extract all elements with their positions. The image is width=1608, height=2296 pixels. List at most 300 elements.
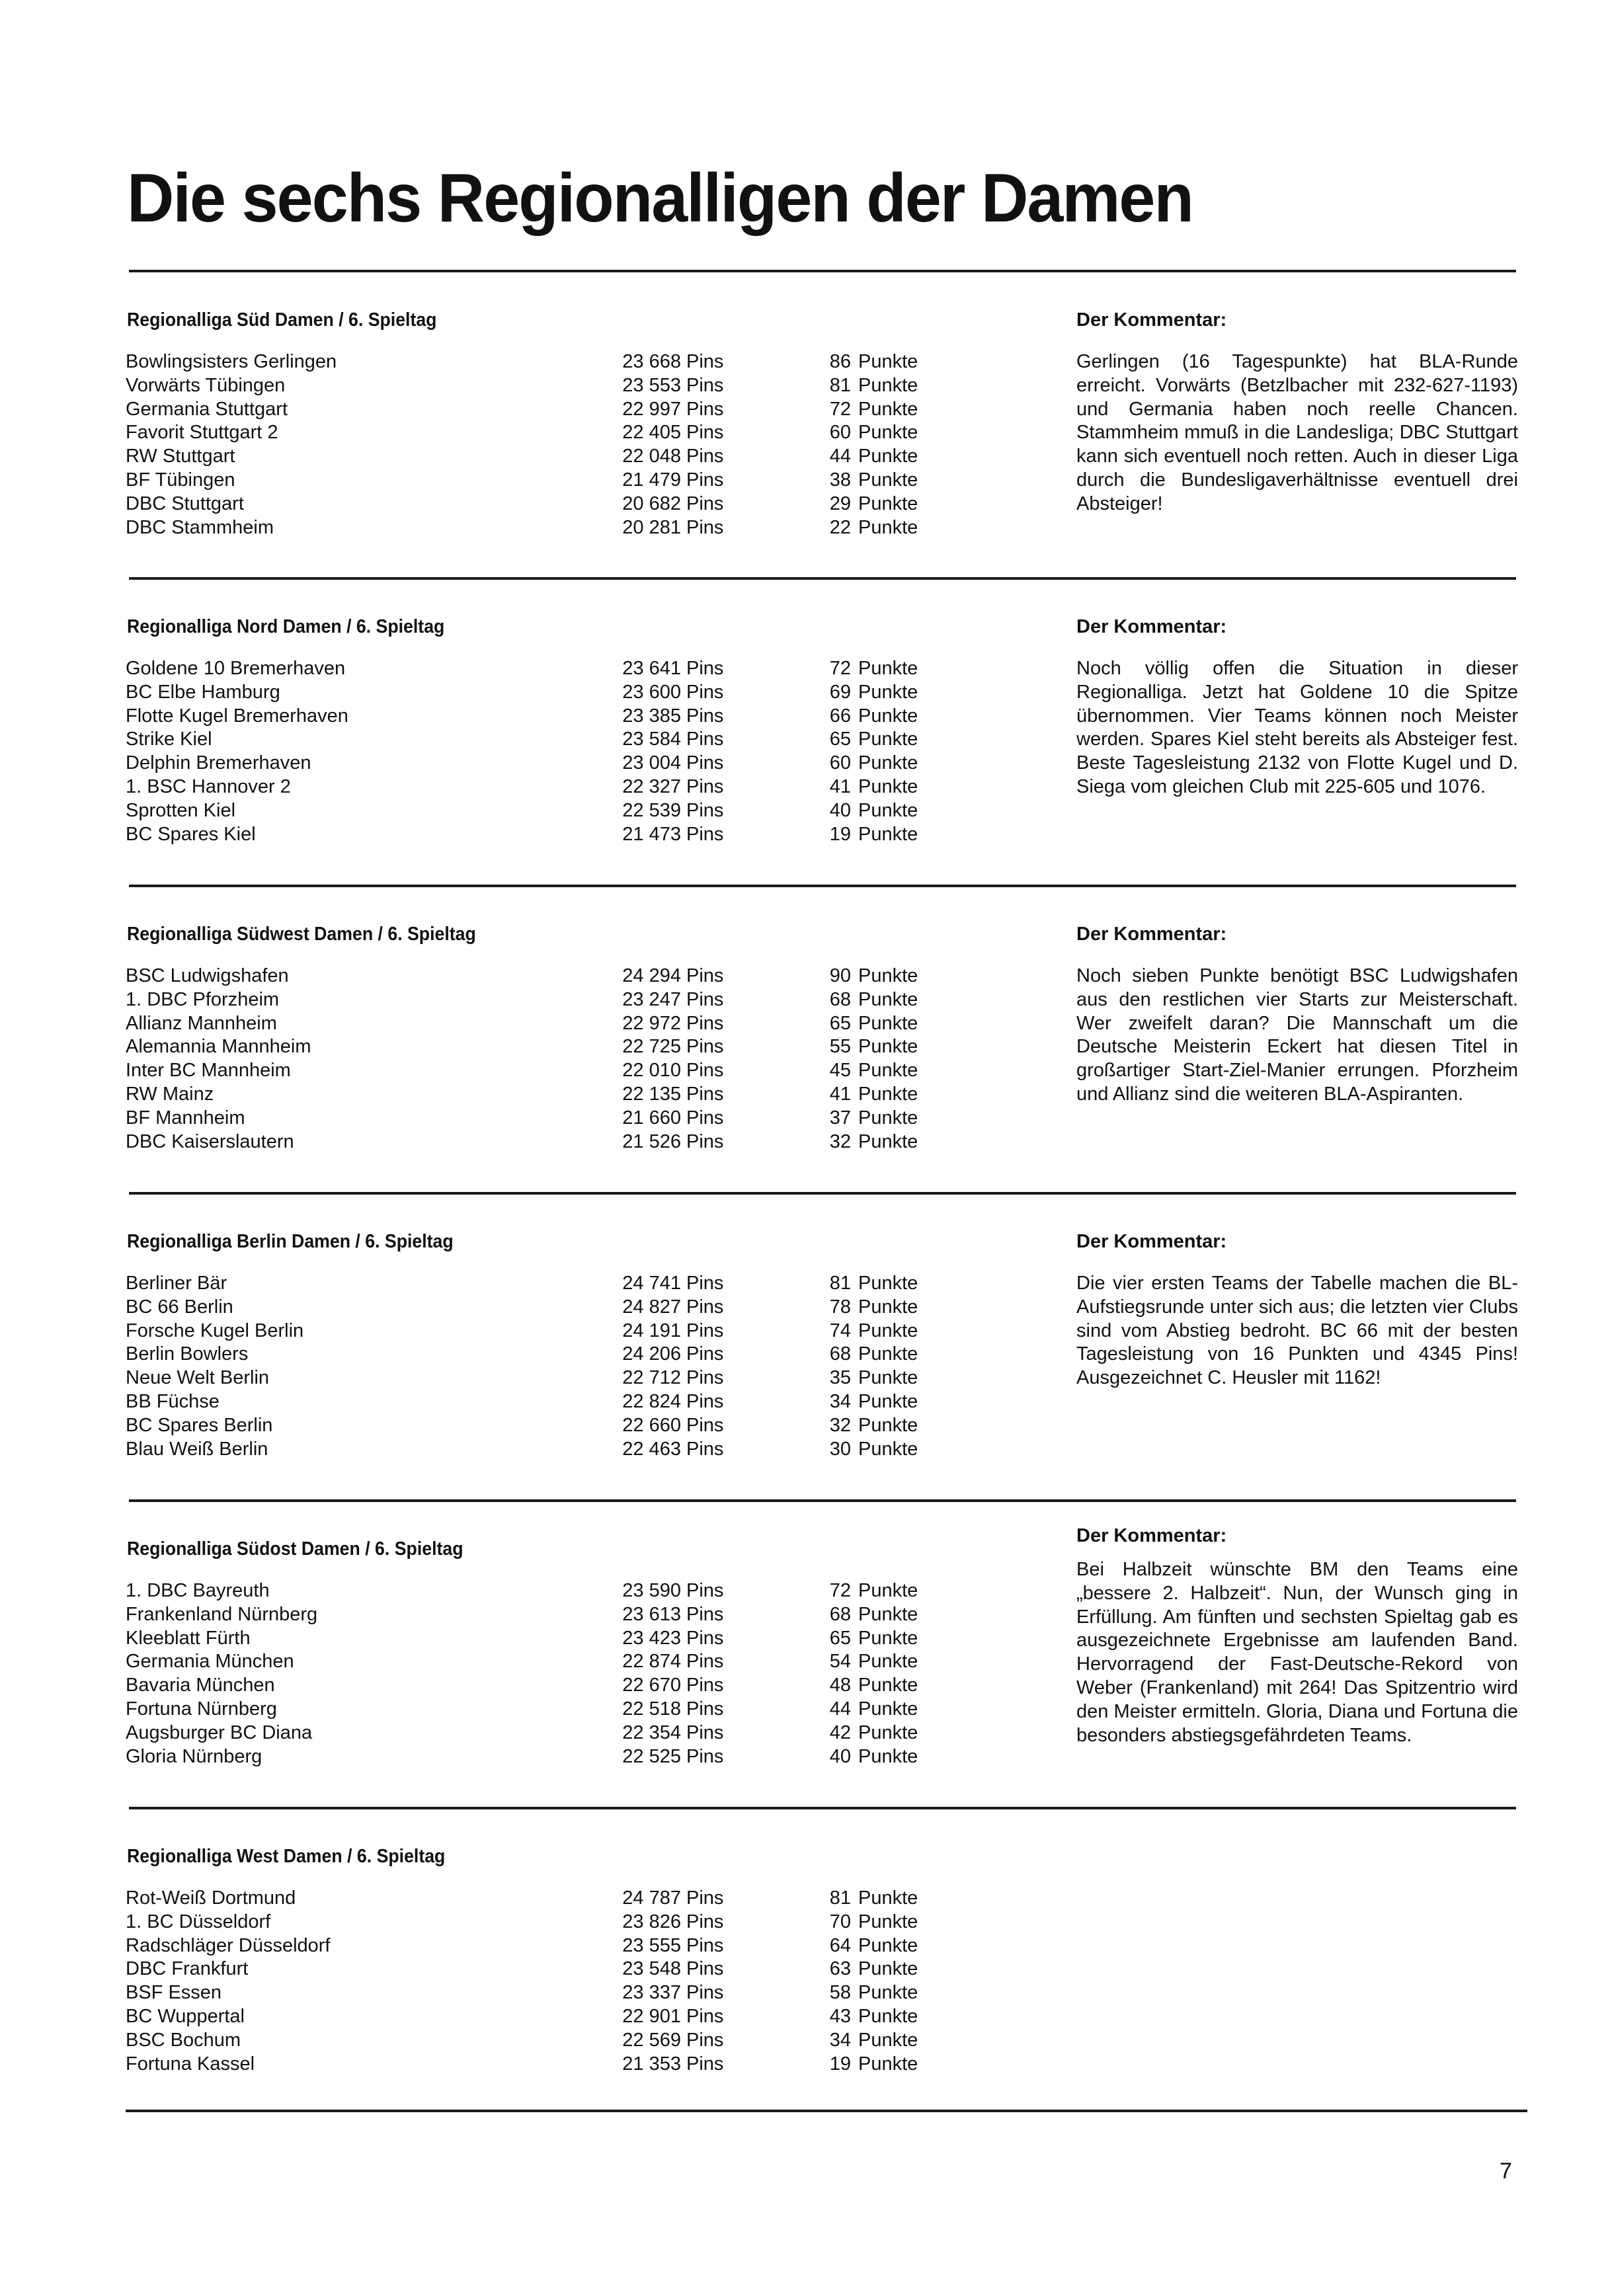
points-unit: Punkte xyxy=(858,823,918,845)
team-points: 40 xyxy=(829,1745,851,1767)
team-name: Forsche Kugel Berlin xyxy=(126,1320,304,1341)
divider xyxy=(129,270,1516,272)
team-points: 41 xyxy=(829,775,851,797)
team-pins: 21 479 xyxy=(622,469,681,491)
team-pins: 22 010 xyxy=(622,1060,681,1082)
pins-unit: Pins xyxy=(686,469,724,491)
team-pins: 23 641 xyxy=(622,658,681,679)
pins-unit: Pins xyxy=(686,1320,724,1341)
table-row xyxy=(126,2029,985,2053)
team-pins: 23 004 xyxy=(622,752,681,774)
pins-unit: Pins xyxy=(686,1958,724,1980)
table-row xyxy=(126,1981,985,2005)
pins-unit: Pins xyxy=(686,1887,724,1909)
pins-unit: Pins xyxy=(686,1698,724,1720)
team-points: 58 xyxy=(829,1982,851,2004)
team-points: 35 xyxy=(829,1367,851,1389)
table-row xyxy=(126,1272,985,1296)
team-name: Vorwärts Tübingen xyxy=(126,374,286,396)
team-pins: 23 247 xyxy=(622,988,681,1010)
team-name: DBC Kaiserslautern xyxy=(126,1130,294,1152)
team-name: Sprotten Kiel xyxy=(126,799,236,821)
table-row xyxy=(126,1722,985,1745)
points-unit: Punkte xyxy=(858,1367,918,1389)
pins-unit: Pins xyxy=(686,1982,724,2004)
pins-unit: Pins xyxy=(686,398,724,420)
team-points: 22 xyxy=(829,516,851,538)
team-pins: 23 337 xyxy=(622,1982,681,2004)
divider xyxy=(129,885,1516,887)
table-row xyxy=(126,2005,985,2029)
pins-unit: Pins xyxy=(686,775,724,797)
points-unit: Punkte xyxy=(858,1958,918,1980)
team-pins: 23 385 xyxy=(622,705,681,727)
team-points: 44 xyxy=(829,1698,851,1720)
team-name: BSC Bochum xyxy=(126,2029,241,2051)
team-points: 34 xyxy=(829,1390,851,1412)
standings-table xyxy=(126,657,985,846)
team-points: 32 xyxy=(829,1130,851,1152)
team-pins: 23 613 xyxy=(622,1603,681,1625)
points-unit: Punkte xyxy=(858,1627,918,1649)
team-name: Bowlingsisters Gerlingen xyxy=(126,351,337,372)
team-points: 69 xyxy=(829,681,851,703)
team-name: Delphin Bremerhaven xyxy=(126,752,311,774)
comment-text: Gerlingen (16 Tagespunkte) hat BLA-Runde erreicht. Vorwärts (Betzlbacher mit 232-627-1193) und Germania haben noch reelle Chancen. Stammheim mmuß in die Landesliga; DBC Stuttgart kann sich eventuell noch retten. Auch in dieser Liga durch die Bundesligaverhältnisse eventuell drei Absteiger! xyxy=(1076,351,1518,514)
points-unit: Punkte xyxy=(858,1438,918,1460)
team-points: 29 xyxy=(829,493,851,514)
comment-heading: Der Kommentar: xyxy=(1076,924,1227,945)
points-unit: Punkte xyxy=(858,1343,918,1365)
points-unit: Punkte xyxy=(858,1012,918,1034)
table-row xyxy=(126,752,985,775)
table-row xyxy=(126,1343,985,1366)
points-unit: Punkte xyxy=(858,1083,918,1105)
team-points: 40 xyxy=(829,799,851,821)
table-row xyxy=(126,516,985,540)
standings-table xyxy=(126,1272,985,1461)
team-points: 72 xyxy=(829,1580,851,1601)
pins-unit: Pins xyxy=(686,1745,724,1767)
team-name: BF Tübingen xyxy=(126,469,235,491)
table-row xyxy=(126,445,985,469)
pins-unit: Pins xyxy=(686,1130,724,1152)
team-name: RW Mainz xyxy=(126,1083,214,1105)
team-points: 19 xyxy=(829,2053,851,2075)
pins-unit: Pins xyxy=(686,1580,724,1601)
table-row xyxy=(126,1012,985,1036)
points-unit: Punkte xyxy=(858,1036,918,1058)
pins-unit: Pins xyxy=(686,1651,724,1673)
points-unit: Punkte xyxy=(858,1107,918,1128)
table-row xyxy=(126,988,985,1012)
team-points: 30 xyxy=(829,1438,851,1460)
team-name: 1. DBC Bayreuth xyxy=(126,1580,270,1601)
team-points: 65 xyxy=(829,1627,851,1649)
pins-unit: Pins xyxy=(686,1060,724,1082)
team-points: 19 xyxy=(829,823,851,845)
table-row xyxy=(126,374,985,398)
team-pins: 22 463 xyxy=(622,1438,681,1460)
points-unit: Punkte xyxy=(858,446,918,467)
team-pins: 23 826 xyxy=(622,1911,681,1932)
table-row xyxy=(126,1366,985,1390)
comment-text: Noch sieben Punkte benötigt BSC Ludwigshafen aus den restlichen vier Starts zur Meisterschaft. Wer zweifelt daran? Die Mannschaft um die Deutsche Meisterin Eckert hat diesen Titel in großartiger Start-Ziel-Manier errungen. Pforzheim und Allianz sind die weiteren BLA-Aspiranten. xyxy=(1076,965,1518,1105)
team-name: Allianz Mannheim xyxy=(126,1012,277,1034)
team-points: 86 xyxy=(829,351,851,372)
pins-unit: Pins xyxy=(686,516,724,538)
team-name: Goldene 10 Bremerhaven xyxy=(126,658,346,679)
table-row xyxy=(126,657,985,681)
points-unit: Punkte xyxy=(858,1603,918,1625)
team-pins: 23 423 xyxy=(622,1627,681,1649)
table-row xyxy=(126,350,985,374)
pins-unit: Pins xyxy=(686,1675,724,1696)
team-points: 72 xyxy=(829,658,851,679)
pins-unit: Pins xyxy=(686,1390,724,1412)
pins-unit: Pins xyxy=(686,2005,724,2027)
team-name: Rot-Weiß Dortmund xyxy=(126,1887,296,1909)
table-row xyxy=(126,1083,985,1107)
team-name: Berliner Bär xyxy=(126,1273,227,1294)
points-unit: Punkte xyxy=(858,775,918,797)
pins-unit: Pins xyxy=(686,493,724,514)
pins-unit: Pins xyxy=(686,799,724,821)
table-row xyxy=(126,2053,985,2077)
table-row xyxy=(126,1579,985,1603)
points-unit: Punkte xyxy=(858,1887,918,1909)
table-row xyxy=(126,1887,985,1911)
points-unit: Punkte xyxy=(858,1296,918,1318)
team-name: 1. BC Düsseldorf xyxy=(126,1911,271,1932)
pins-unit: Pins xyxy=(686,1438,724,1460)
team-pins: 21 353 xyxy=(622,2053,681,2075)
team-pins: 22 901 xyxy=(622,2005,681,2027)
team-pins: 23 600 xyxy=(622,681,681,703)
team-pins: 22 712 xyxy=(622,1367,681,1389)
divider xyxy=(129,1807,1516,1809)
pins-unit: Pins xyxy=(686,2053,724,2075)
team-points: 34 xyxy=(829,2029,851,2051)
comment-text: Bei Halbzeit wünschte BM den Teams eine „bessere 2. Halbzeit“. Nun, der Wunsch ging in Erfüllung. Am fünften und sechsten Spieltag gab es ausgezeichnete Ergebnisse am laufenden Band. Hervorragend der Fast-Deutsche-Rekord von Weber (Frankenland) mit 264! Das Spitzentrio wird den Meister ermitteln. Gloria, Diana und Fortuna die besonders abstiegsgefährdeten Teams. xyxy=(1076,1559,1518,1746)
pins-unit: Pins xyxy=(686,681,724,703)
points-unit: Punkte xyxy=(858,681,918,703)
standings-table xyxy=(126,1887,985,2076)
points-unit: Punkte xyxy=(858,2029,918,2051)
team-name: BF Mannheim xyxy=(126,1107,245,1128)
team-points: 43 xyxy=(829,2005,851,2027)
standings-table xyxy=(126,965,985,1154)
team-pins: 22 327 xyxy=(622,775,681,797)
team-pins: 23 584 xyxy=(622,729,681,750)
team-pins: 23 590 xyxy=(622,1580,681,1601)
table-row xyxy=(126,1698,985,1722)
points-unit: Punkte xyxy=(858,1934,918,1956)
team-pins: 21 473 xyxy=(622,823,681,845)
team-points: 37 xyxy=(829,1107,851,1128)
points-unit: Punkte xyxy=(858,1722,918,1743)
team-points: 72 xyxy=(829,398,851,420)
pins-unit: Pins xyxy=(686,446,724,467)
points-unit: Punkte xyxy=(858,1651,918,1673)
standings-table xyxy=(126,350,985,539)
table-row xyxy=(126,1958,985,1981)
team-pins: 23 553 xyxy=(622,374,681,396)
team-points: 55 xyxy=(829,1036,851,1058)
team-pins: 22 997 xyxy=(622,398,681,420)
team-name: RW Stuttgart xyxy=(126,446,235,467)
points-unit: Punkte xyxy=(858,1698,918,1720)
team-points: 68 xyxy=(829,1603,851,1625)
table-row xyxy=(126,1320,985,1343)
team-name: Favorit Stuttgart 2 xyxy=(126,422,278,444)
points-unit: Punkte xyxy=(858,374,918,396)
standings-table xyxy=(126,1579,985,1768)
pins-unit: Pins xyxy=(686,988,724,1010)
pins-unit: Pins xyxy=(686,823,724,845)
team-pins: 24 787 xyxy=(622,1887,681,1909)
page-number: 7 xyxy=(1500,2158,1512,2184)
points-unit: Punkte xyxy=(858,1060,918,1082)
team-pins: 20 682 xyxy=(622,493,681,514)
points-unit: Punkte xyxy=(858,799,918,821)
team-pins: 22 874 xyxy=(622,1651,681,1673)
points-unit: Punkte xyxy=(858,2005,918,2027)
team-pins: 22 725 xyxy=(622,1036,681,1058)
team-name: BC Spares Kiel xyxy=(126,823,256,845)
team-points: 63 xyxy=(829,1958,851,1980)
comment-heading: Der Kommentar: xyxy=(1076,1525,1227,1546)
pins-unit: Pins xyxy=(686,705,724,727)
points-unit: Punkte xyxy=(858,1130,918,1152)
team-name: Frankenland Nürnberg xyxy=(126,1603,318,1625)
table-row xyxy=(126,1627,985,1651)
team-points: 60 xyxy=(829,422,851,444)
team-points: 65 xyxy=(829,729,851,750)
team-points: 60 xyxy=(829,752,851,774)
points-unit: Punkte xyxy=(858,1745,918,1767)
points-unit: Punkte xyxy=(858,469,918,491)
team-points: 81 xyxy=(829,374,851,396)
team-name: Germania Stuttgart xyxy=(126,398,288,420)
pins-unit: Pins xyxy=(686,2029,724,2051)
divider xyxy=(129,1499,1516,1502)
team-pins: 22 660 xyxy=(622,1414,681,1436)
team-points: 32 xyxy=(829,1414,851,1436)
points-unit: Punkte xyxy=(858,1580,918,1601)
points-unit: Punkte xyxy=(858,2053,918,2075)
team-pins: 22 354 xyxy=(622,1722,681,1743)
divider xyxy=(129,577,1516,580)
team-name: BC Spares Berlin xyxy=(126,1414,273,1436)
team-points: 90 xyxy=(829,965,851,986)
table-row xyxy=(126,421,985,445)
team-pins: 22 824 xyxy=(622,1390,681,1412)
team-pins: 22 048 xyxy=(622,446,681,467)
pins-unit: Pins xyxy=(686,1911,724,1932)
comment-heading: Der Kommentar: xyxy=(1076,616,1227,637)
team-pins: 22 569 xyxy=(622,2029,681,2051)
pins-unit: Pins xyxy=(686,1107,724,1128)
table-row xyxy=(126,681,985,705)
team-points: 70 xyxy=(829,1911,851,1932)
pins-unit: Pins xyxy=(686,1273,724,1294)
team-points: 81 xyxy=(829,1273,851,1294)
pins-unit: Pins xyxy=(686,1934,724,1956)
team-points: 41 xyxy=(829,1083,851,1105)
pins-unit: Pins xyxy=(686,1296,724,1318)
pins-unit: Pins xyxy=(686,1414,724,1436)
team-name: Augsburger BC Diana xyxy=(126,1722,313,1743)
table-row xyxy=(126,799,985,823)
points-unit: Punkte xyxy=(858,705,918,727)
team-pins: 20 281 xyxy=(622,516,681,538)
table-row xyxy=(126,1674,985,1698)
team-points: 66 xyxy=(829,705,851,727)
table-row xyxy=(126,775,985,799)
page-title: Die sechs Regionalligen der Damen xyxy=(127,159,1193,237)
divider xyxy=(126,2110,1527,2112)
points-unit: Punkte xyxy=(858,1273,918,1294)
table-row xyxy=(126,728,985,752)
comment-text: Die vier ersten Teams der Tabelle machen die BL-Aufstiegsrunde unter sich aus; die letzten vier Clubs sind vom Abstieg bedroht. BC 66 mit der besten Tagesleistung von 16 Punkten und 4345 Pins! Ausgezeichnet C. Heusler mit 1162! xyxy=(1076,1273,1518,1389)
team-pins: 23 555 xyxy=(622,1934,681,1956)
team-name: Germania München xyxy=(126,1651,294,1673)
league-title: Regionalliga West Damen / 6. Spieltag xyxy=(127,1846,446,1867)
pins-unit: Pins xyxy=(686,1603,724,1625)
points-unit: Punkte xyxy=(858,1911,918,1932)
team-pins: 24 827 xyxy=(622,1296,681,1318)
pins-unit: Pins xyxy=(686,658,724,679)
team-name: Kleeblatt Fürth xyxy=(126,1627,251,1649)
points-unit: Punkte xyxy=(858,1675,918,1696)
table-row xyxy=(126,1650,985,1674)
table-row xyxy=(126,1934,985,1958)
team-pins: 22 518 xyxy=(622,1698,681,1720)
points-unit: Punkte xyxy=(858,658,918,679)
team-points: 54 xyxy=(829,1651,851,1673)
team-name: Blau Weiß Berlin xyxy=(126,1438,268,1460)
table-row xyxy=(126,1414,985,1438)
table-row xyxy=(126,1107,985,1130)
team-pins: 22 670 xyxy=(622,1675,681,1696)
points-unit: Punkte xyxy=(858,351,918,372)
pins-unit: Pins xyxy=(686,965,724,986)
pins-unit: Pins xyxy=(686,374,724,396)
table-row xyxy=(126,1745,985,1769)
table-row xyxy=(126,493,985,516)
team-name: DBC Stuttgart xyxy=(126,493,244,514)
team-points: 81 xyxy=(829,1887,851,1909)
comment-text: Noch völlig offen die Situation in dieser Regionalliga. Jetzt hat Goldene 10 die Spitze übernommen. Vier Teams können noch Meister werden. Spares Kiel steht bereits als Absteiger fest. Beste Tagesleistung 2132 von Flotte Kugel und D. Siega vom gleichen Club mit 225-605 und 1076. xyxy=(1076,658,1518,797)
team-name: BB Füchse xyxy=(126,1390,220,1412)
comment-heading: Der Kommentar: xyxy=(1076,1231,1227,1252)
points-unit: Punkte xyxy=(858,752,918,774)
team-name: BC 66 Berlin xyxy=(126,1296,233,1318)
team-points: 64 xyxy=(829,1934,851,1956)
pins-unit: Pins xyxy=(686,729,724,750)
divider xyxy=(129,1192,1516,1195)
points-unit: Punkte xyxy=(858,422,918,444)
team-name: Inter BC Mannheim xyxy=(126,1060,291,1082)
pins-unit: Pins xyxy=(686,1036,724,1058)
pins-unit: Pins xyxy=(686,422,724,444)
team-points: 74 xyxy=(829,1320,851,1341)
league-title: Regionalliga Südost Damen / 6. Spieltag xyxy=(127,1538,463,1560)
table-row xyxy=(126,965,985,988)
team-points: 65 xyxy=(829,1012,851,1034)
pins-unit: Pins xyxy=(686,1627,724,1649)
team-pins: 24 206 xyxy=(622,1343,681,1365)
team-name: Flotte Kugel Bremerhaven xyxy=(126,705,348,727)
team-name: Fortuna Nürnberg xyxy=(126,1698,277,1720)
table-row xyxy=(126,1390,985,1414)
team-pins: 22 539 xyxy=(622,799,681,821)
points-unit: Punkte xyxy=(858,493,918,514)
team-name: DBC Stammheim xyxy=(126,516,274,538)
league-title: Regionalliga Berlin Damen / 6. Spieltag xyxy=(127,1231,454,1252)
table-row xyxy=(126,398,985,422)
points-unit: Punkte xyxy=(858,516,918,538)
points-unit: Punkte xyxy=(858,965,918,986)
team-name: Strike Kiel xyxy=(126,729,212,750)
table-row xyxy=(126,1130,985,1154)
table-row xyxy=(126,469,985,493)
team-name: Bavaria München xyxy=(126,1675,275,1696)
pins-unit: Pins xyxy=(686,1083,724,1105)
team-pins: 24 191 xyxy=(622,1320,681,1341)
team-name: BSC Ludwigshafen xyxy=(126,965,289,986)
pins-unit: Pins xyxy=(686,752,724,774)
team-points: 45 xyxy=(829,1060,851,1082)
team-pins: 23 668 xyxy=(622,351,681,372)
league-title: Regionalliga Südwest Damen / 6. Spieltag xyxy=(127,924,476,945)
team-pins: 22 405 xyxy=(622,422,681,444)
team-pins: 22 135 xyxy=(622,1083,681,1105)
team-name: BC Elbe Hamburg xyxy=(126,681,280,703)
points-unit: Punkte xyxy=(858,1390,918,1412)
points-unit: Punkte xyxy=(858,1982,918,2004)
team-pins: 21 526 xyxy=(622,1130,681,1152)
team-points: 78 xyxy=(829,1296,851,1318)
table-row xyxy=(126,705,985,729)
team-name: Alemannia Mannheim xyxy=(126,1036,311,1058)
table-row xyxy=(126,1059,985,1083)
team-name: BSF Essen xyxy=(126,1982,222,2004)
team-points: 68 xyxy=(829,988,851,1010)
pins-unit: Pins xyxy=(686,351,724,372)
table-row xyxy=(126,1035,985,1059)
team-pins: 24 741 xyxy=(622,1273,681,1294)
points-unit: Punkte xyxy=(858,1320,918,1341)
team-points: 42 xyxy=(829,1722,851,1743)
points-unit: Punkte xyxy=(858,398,918,420)
points-unit: Punkte xyxy=(858,988,918,1010)
team-points: 48 xyxy=(829,1675,851,1696)
team-name: Fortuna Kassel xyxy=(126,2053,255,2075)
team-name: DBC Frankfurt xyxy=(126,1958,249,1980)
comment-heading: Der Kommentar: xyxy=(1076,309,1227,331)
team-name: BC Wuppertal xyxy=(126,2005,245,2027)
pins-unit: Pins xyxy=(686,1367,724,1389)
pins-unit: Pins xyxy=(686,1343,724,1365)
table-row xyxy=(126,1603,985,1627)
points-unit: Punkte xyxy=(858,1414,918,1436)
team-pins: 22 525 xyxy=(622,1745,681,1767)
team-name: Gloria Nürnberg xyxy=(126,1745,262,1767)
team-pins: 23 548 xyxy=(622,1958,681,1980)
league-title: Regionalliga Nord Damen / 6. Spieltag xyxy=(127,616,445,637)
